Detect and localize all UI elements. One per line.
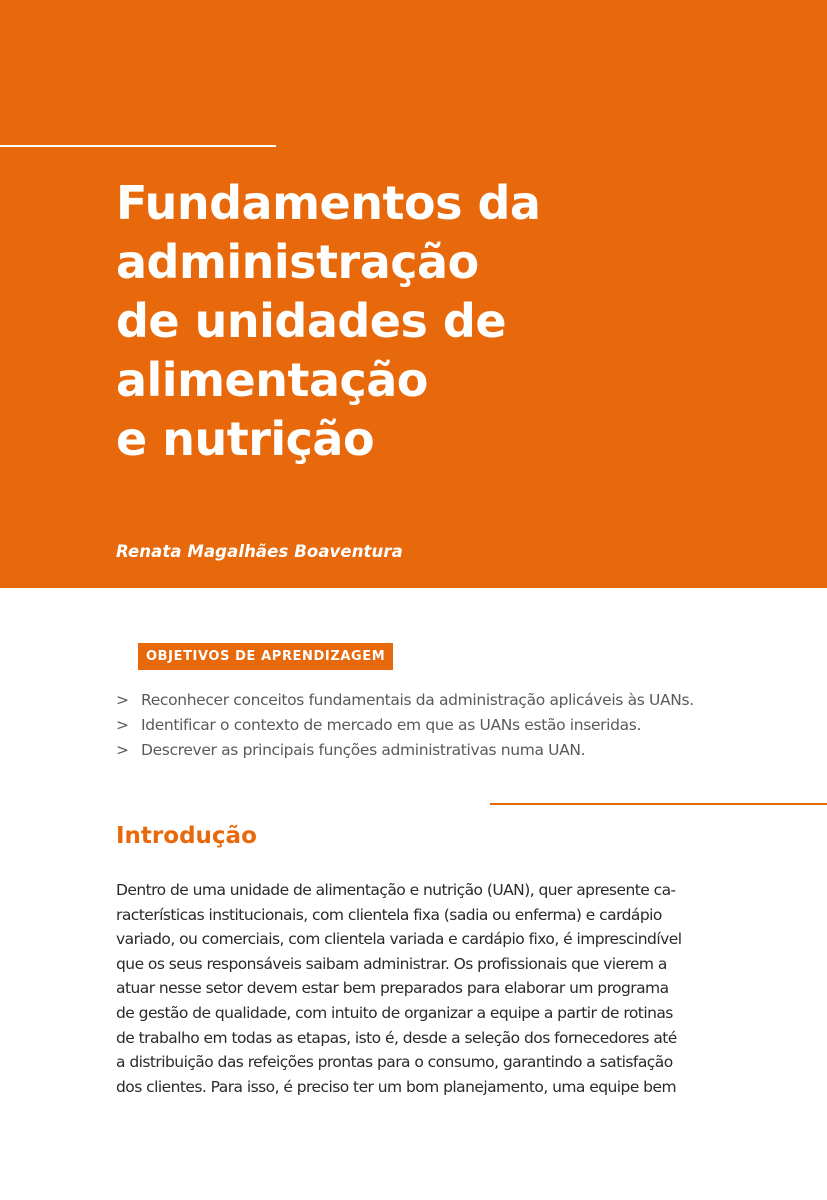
- objective-text: Reconhecer conceitos fundamentais da administração aplicáveis às UANs.: [141, 691, 694, 709]
- introduction-paragraph: [116, 878, 696, 1099]
- learning-objectives-heading: OBJETIVOS DE APRENDIZAGEM: [138, 643, 393, 670]
- list-item: [116, 688, 716, 713]
- objective-text: Identificar o contexto de mercado em que as UANs estão inseridas.: [141, 716, 642, 734]
- chevron-right-icon: >: [116, 691, 129, 709]
- list-item: [116, 713, 716, 738]
- list-item: [116, 738, 716, 763]
- author-name: Renata Magalhães Boaventura: [116, 542, 403, 561]
- chapter-header-banner: [0, 0, 827, 588]
- chapter-title-line: e nutrição: [116, 412, 375, 466]
- chapter-title-line: Fundamentos da: [116, 176, 541, 230]
- chapter-title-line: de unidades de: [116, 294, 507, 348]
- section-heading: Introdução: [116, 823, 257, 849]
- paragraph-line: de gestão de qualidade, com intuito de organizar a equipe a partir de rotinas: [116, 1003, 673, 1022]
- paragraph-line: variado, ou comerciais, com clientela variada e cardápio fixo, é imprescindível: [116, 930, 682, 949]
- chapter-title-line: administração: [116, 235, 479, 289]
- learning-objectives-list: [116, 688, 716, 763]
- chevron-right-icon: >: [116, 741, 129, 759]
- header-divider: [0, 145, 276, 147]
- paragraph-line: atuar nesse setor devem estar bem preparados para elaborar um programa: [116, 979, 669, 998]
- paragraph-line: Dentro de uma unidade de alimentação e nutrição (UAN), quer apresente ca-: [116, 881, 676, 899]
- paragraph-line: dos clientes. Para isso, é preciso ter um bom planejamento, uma equipe bem: [116, 1077, 677, 1096]
- chapter-title: [116, 174, 756, 469]
- chevron-right-icon: >: [116, 716, 129, 734]
- chapter-title-line: alimentação: [116, 353, 428, 407]
- paragraph-line: que os seus responsáveis saibam administrar. Os profissionais que vierem a: [116, 954, 667, 973]
- objective-text: Descrever as principais funções administrativas numa UAN.: [141, 741, 586, 759]
- section-divider: [490, 803, 827, 805]
- paragraph-line: a distribuição das refeições prontas para o consumo, garantindo a satisfação: [116, 1053, 673, 1072]
- paragraph-line: racterísticas institucionais, com clientela fixa (sadia ou enferma) e cardápio: [116, 905, 662, 924]
- paragraph-line: de trabalho em todas as etapas, isto é, desde a seleção dos fornecedores até: [116, 1028, 677, 1047]
